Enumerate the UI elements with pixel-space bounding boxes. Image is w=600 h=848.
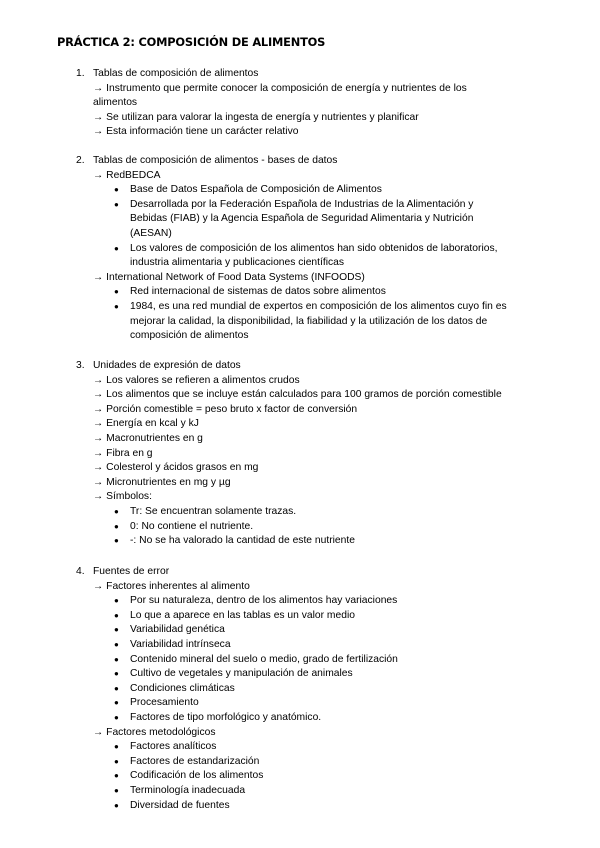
bullet-item: ● Red internacional de sistemas de datos sobre alimentos: [0, 285, 600, 300]
bullet-item: ● Contenido mineral del suelo o medio, grado de fertilización: [0, 653, 600, 668]
bullet-item: ● Cultivo de vegetales y manipulación de animales: [0, 667, 600, 682]
bullet-icon: ●: [114, 287, 119, 297]
bullet-icon: ●: [114, 243, 119, 253]
bullet-icon: ●: [114, 610, 119, 620]
bullet-icon: ●: [114, 800, 119, 810]
bullet-icon: ●: [114, 712, 119, 722]
bullet-icon: ●: [114, 698, 119, 708]
section-heading: [0, 154, 600, 169]
bullet-item: ● Factores de tipo morfológico y anatómico.: [0, 711, 600, 726]
section-heading-text: Tablas de composición de alimentos: [93, 68, 259, 79]
bullet-item: ● Factores de estandarización: [0, 755, 600, 770]
section-number: 3.: [76, 360, 85, 371]
arrow-line-infoods: → International Network of Food Data Systems (INFOODS): [93, 271, 365, 283]
bullet-icon: ●: [114, 785, 119, 795]
bullet-item-continuation: industria alimentaria y publicaciones científicas: [130, 257, 345, 269]
bullet-icon: ●: [114, 625, 119, 635]
bullet-icon: ●: [114, 185, 119, 195]
arrow-line: → Esta información tiene un carácter relativo: [93, 126, 299, 138]
arrow-line: → Energía en kcal y kJ: [93, 418, 199, 430]
bullet-item: ● Terminología inadecuada: [0, 784, 600, 799]
bullet-item: ● Condiciones climáticas: [0, 682, 600, 697]
bullet-item: ● 1984, es una red mundial de expertos en composición de los alimentos cuyo fin es: [0, 300, 600, 315]
bullet-icon: ●: [114, 654, 119, 664]
bullet-item-continuation: Bebidas (FIAB) y la Agencia Española de Seguridad Alimentaria y Nutrición: [130, 213, 474, 225]
section-number: 4.: [76, 566, 85, 577]
bullet-item: ● Por su naturaleza, dentro de los alimentos hay variaciones: [0, 594, 600, 609]
section-heading-text: Tablas de composición de alimentos - bases de datos: [93, 155, 338, 166]
section-heading: [0, 565, 600, 580]
section-heading-text: Unidades de expresión de datos: [93, 360, 241, 371]
arrow-line: → Los valores se refieren a alimentos crudos: [93, 374, 300, 386]
arrow-line-methodological-factors: → Factores metodológicos: [93, 726, 216, 738]
bullet-icon: ●: [114, 639, 119, 649]
bullet-icon: ●: [114, 771, 119, 781]
bullet-item: ● Factores analíticos: [0, 740, 600, 755]
bullet-item: ● Diversidad de fuentes: [0, 799, 600, 814]
section-4: [0, 565, 600, 813]
bullet-item: ● Procesamiento: [0, 696, 600, 711]
arrow-line: → Porción comestible = peso bruto x factor de conversión: [93, 403, 358, 415]
arrow-line: → Micronutrientes en mg y µg: [93, 476, 231, 488]
bullet-icon: ●: [114, 521, 119, 531]
bullet-icon: ●: [114, 199, 119, 209]
arrow-line-continuation: alimentos: [93, 97, 138, 109]
arrow-line: → Los alimentos que se incluye están calculados para 100 gramos de porción comestible: [93, 389, 502, 401]
bullet-item: ● -: No se ha valorado la cantidad de este nutriente: [0, 534, 600, 549]
arrow-line: → Colesterol y ácidos grasos en mg: [93, 462, 259, 474]
bullet-icon: ●: [114, 596, 119, 606]
section-number: 2.: [76, 155, 85, 166]
arrow-line: → Se utilizan para valorar la ingesta de energía y nutrientes y planificar: [93, 111, 419, 123]
bullet-item-continuation: composición de alimentos: [130, 330, 249, 342]
bullet-icon: ●: [114, 742, 119, 752]
arrow-line: → Símbolos:: [93, 491, 152, 503]
bullet-item-continuation: mejorar la calidad, la disponibilidad, la fiabilidad y la utilización de los datos de: [130, 315, 488, 327]
bullet-item: ● Variabilidad genética: [0, 623, 600, 638]
bullet-icon: ●: [114, 536, 119, 546]
section-heading: [0, 67, 600, 82]
bullet-icon: ●: [114, 669, 119, 679]
bullet-item: ● Los valores de composición de los alimentos han sido obtenidos de laboratorios,: [0, 242, 600, 257]
bullet-icon: ●: [114, 506, 119, 516]
section-number: 1.: [76, 68, 85, 79]
section-heading: [0, 359, 600, 374]
bullet-item: ● Lo que a aparece en las tablas es un valor medio: [0, 609, 600, 624]
arrow-line: → Macronutrientes en g: [93, 432, 203, 444]
section-3: [0, 359, 600, 549]
bullet-item: ● Base de Datos Española de Composición de Alimentos: [0, 183, 600, 198]
section-1: [0, 67, 600, 140]
arrow-line-redbedca: → RedBEDCA: [93, 169, 161, 181]
bullet-item: ● 0: No contiene el nutriente.: [0, 520, 600, 535]
arrow-line-inherent-factors: → Factores inherentes al alimento: [93, 580, 250, 592]
bullet-icon: ●: [114, 301, 119, 311]
section-2: [0, 154, 600, 344]
bullet-icon: ●: [114, 756, 119, 766]
arrow-line: → Instrumento que permite conocer la composición de energía y nutrientes de los: [93, 82, 467, 94]
bullet-item: ● Codificación de los alimentos: [0, 769, 600, 784]
page-title: PRÁCTICA 2: COMPOSICIÓN DE ALIMENTOS: [57, 35, 326, 49]
arrow-line: → Fibra en g: [93, 447, 153, 459]
bullet-item-continuation: (AESAN): [130, 227, 172, 239]
bullet-icon: ●: [114, 683, 119, 693]
section-heading-text: Fuentes de error: [93, 566, 170, 577]
bullet-item: ● Variabilidad intrínseca: [0, 638, 600, 653]
bullet-item: ● Desarrollada por la Federación Española de Industrias de la Alimentación y: [0, 198, 600, 213]
bullet-item: ● Tr: Se encuentran solamente trazas.: [0, 505, 600, 520]
